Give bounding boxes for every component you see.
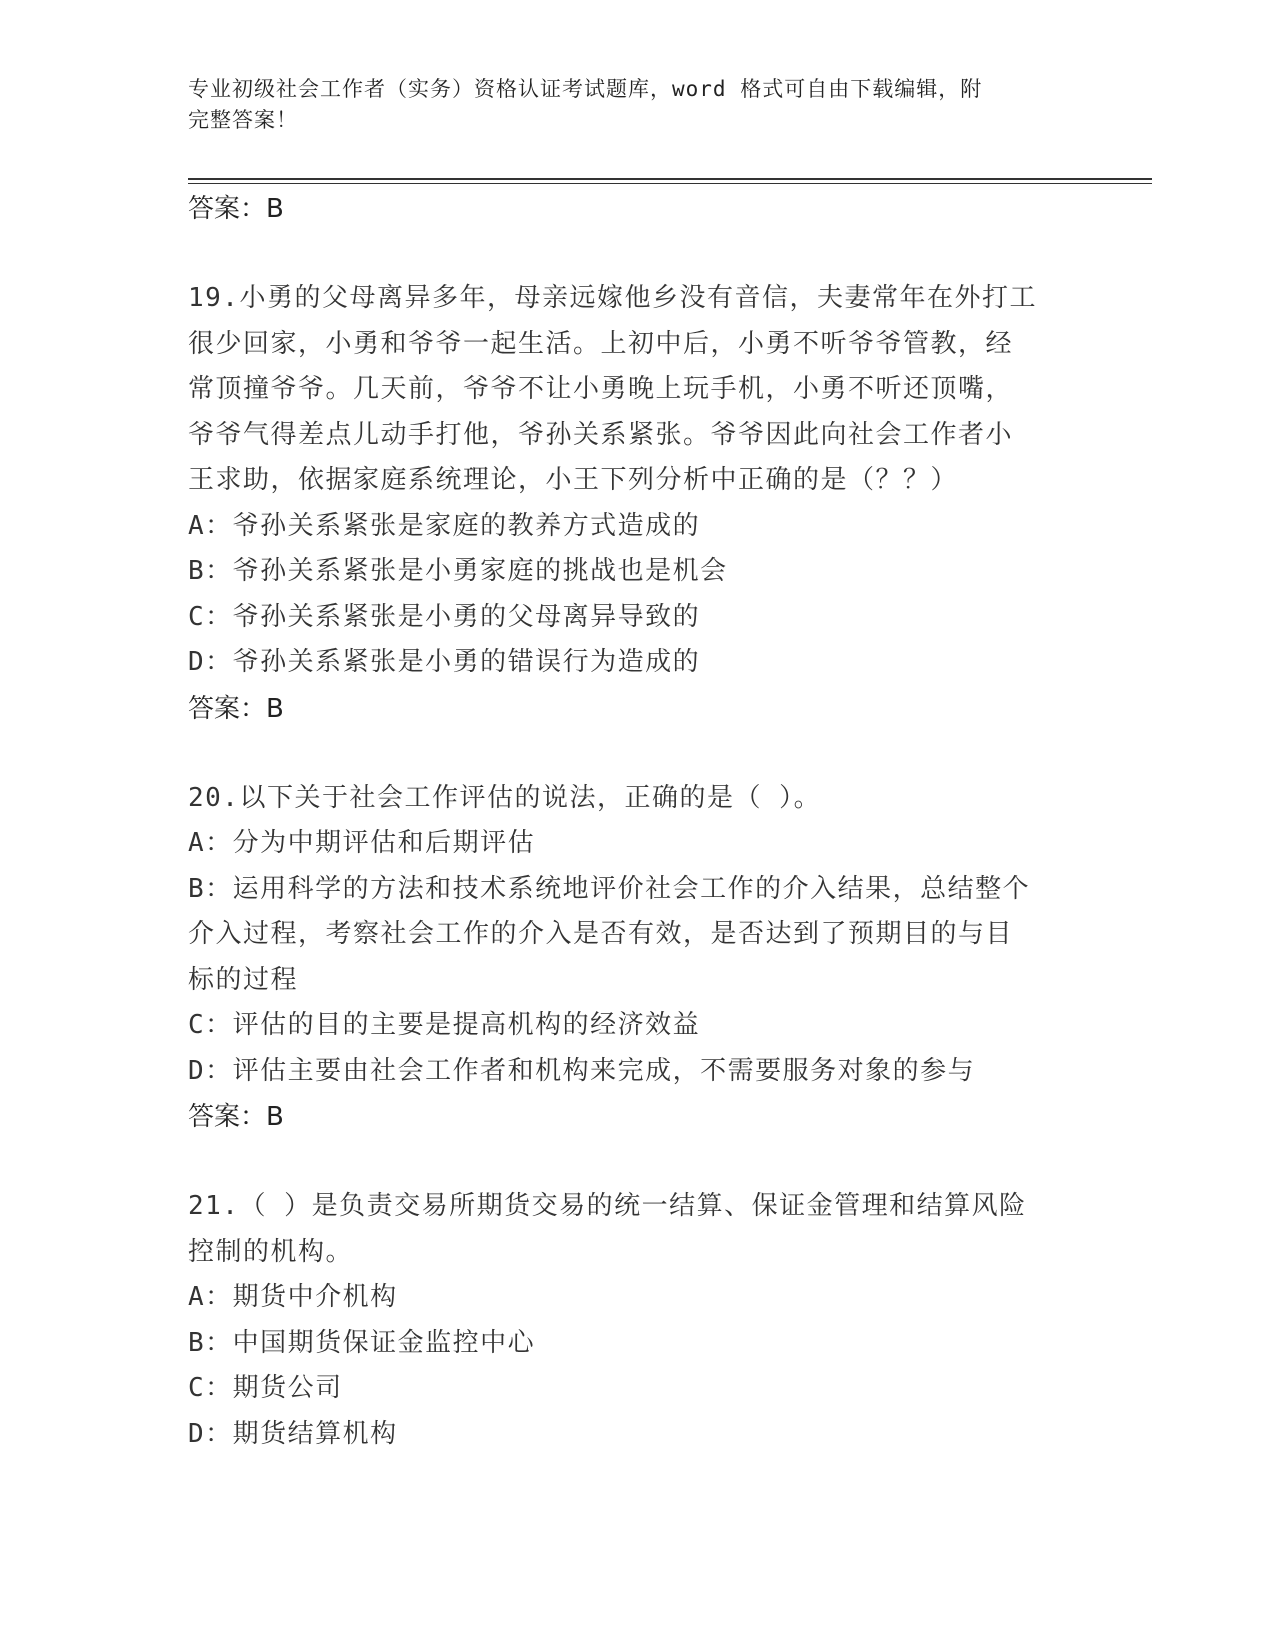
question-block [188, 1184, 1088, 1457]
option-d: D：爷孙关系紧张是小勇的错误行为造成的 [188, 647, 701, 677]
option-c: C：期货公司 [188, 1373, 343, 1403]
question-block [188, 776, 1088, 1141]
option-b: B：运用科学的方法和技术系统地评价社会工作的介入结果，总结整个 [188, 873, 1031, 904]
question-text: 很少回家，小勇和爷爷一起生活。上初中后，小勇不听爷爷管教，经 [188, 328, 1014, 359]
answer-label: 答案：B [188, 693, 284, 724]
question-text: 19.小勇的父母离异多年，母亲远嫁他乡没有音信，夫妻常年在外打工 [188, 283, 1037, 313]
option-b: B：中国期货保证金监控中心 [188, 1327, 536, 1358]
document-body [188, 186, 1088, 1457]
question-block [188, 276, 1088, 732]
option-b-continued: 介入过程，考察社会工作的介入是否有效，是否达到了预期目的与目 [188, 919, 1014, 949]
question-text: 爷爷气得差点儿动手打他，爷孙关系紧张。爷爷因此向社会工作者小 [188, 419, 1014, 450]
option-d: D：评估主要由社会工作者和机构来完成，不需要服务对象的参与 [188, 1055, 976, 1086]
header-rule-thin [188, 183, 1152, 184]
question-text: 20.以下关于社会工作评估的说法，正确的是（ ）。 [188, 782, 822, 813]
answer-label: 答案：B [188, 194, 284, 224]
option-b: B：爷孙关系紧张是小勇家庭的挑战也是机会 [188, 556, 728, 586]
spacer [188, 732, 1088, 776]
option-a: A：期货中介机构 [188, 1282, 398, 1312]
answer-label: 答案：B [188, 1102, 284, 1132]
option-d: D：期货结算机构 [188, 1418, 398, 1449]
option-c: C：评估的目的主要是提高机构的经济效益 [188, 1010, 701, 1040]
header-line-2: 完整答案！ [188, 108, 298, 132]
question-text: 常顶撞爷爷。几天前，爷爷不让小勇晚上玩手机，小勇不听还顶嘴， [188, 374, 1014, 404]
question-text: 王求助，依据家庭系统理论，小王下列分析中正确的是（？？） [188, 465, 959, 495]
option-a: A：分为中期评估和后期评估 [188, 828, 536, 858]
option-c: C：爷孙关系紧张是小勇的父母离异导致的 [188, 601, 701, 632]
question-text: 21.（ ）是负责交易所期货交易的统一结算、保证金管理和结算风险 [188, 1191, 1027, 1221]
header-rule-thick [188, 178, 1152, 180]
spacer [188, 1140, 1088, 1184]
header-line-1: 专业初级社会工作者（实务）资格认证考试题库，word 格式可自由下载编辑，附 [188, 77, 983, 101]
question-text: 控制的机构。 [188, 1236, 354, 1267]
page-header [188, 74, 1088, 136]
option-a: A：爷孙关系紧张是家庭的教养方式造成的 [188, 510, 701, 541]
option-b-continued: 标的过程 [188, 964, 299, 995]
spacer [188, 232, 1088, 276]
